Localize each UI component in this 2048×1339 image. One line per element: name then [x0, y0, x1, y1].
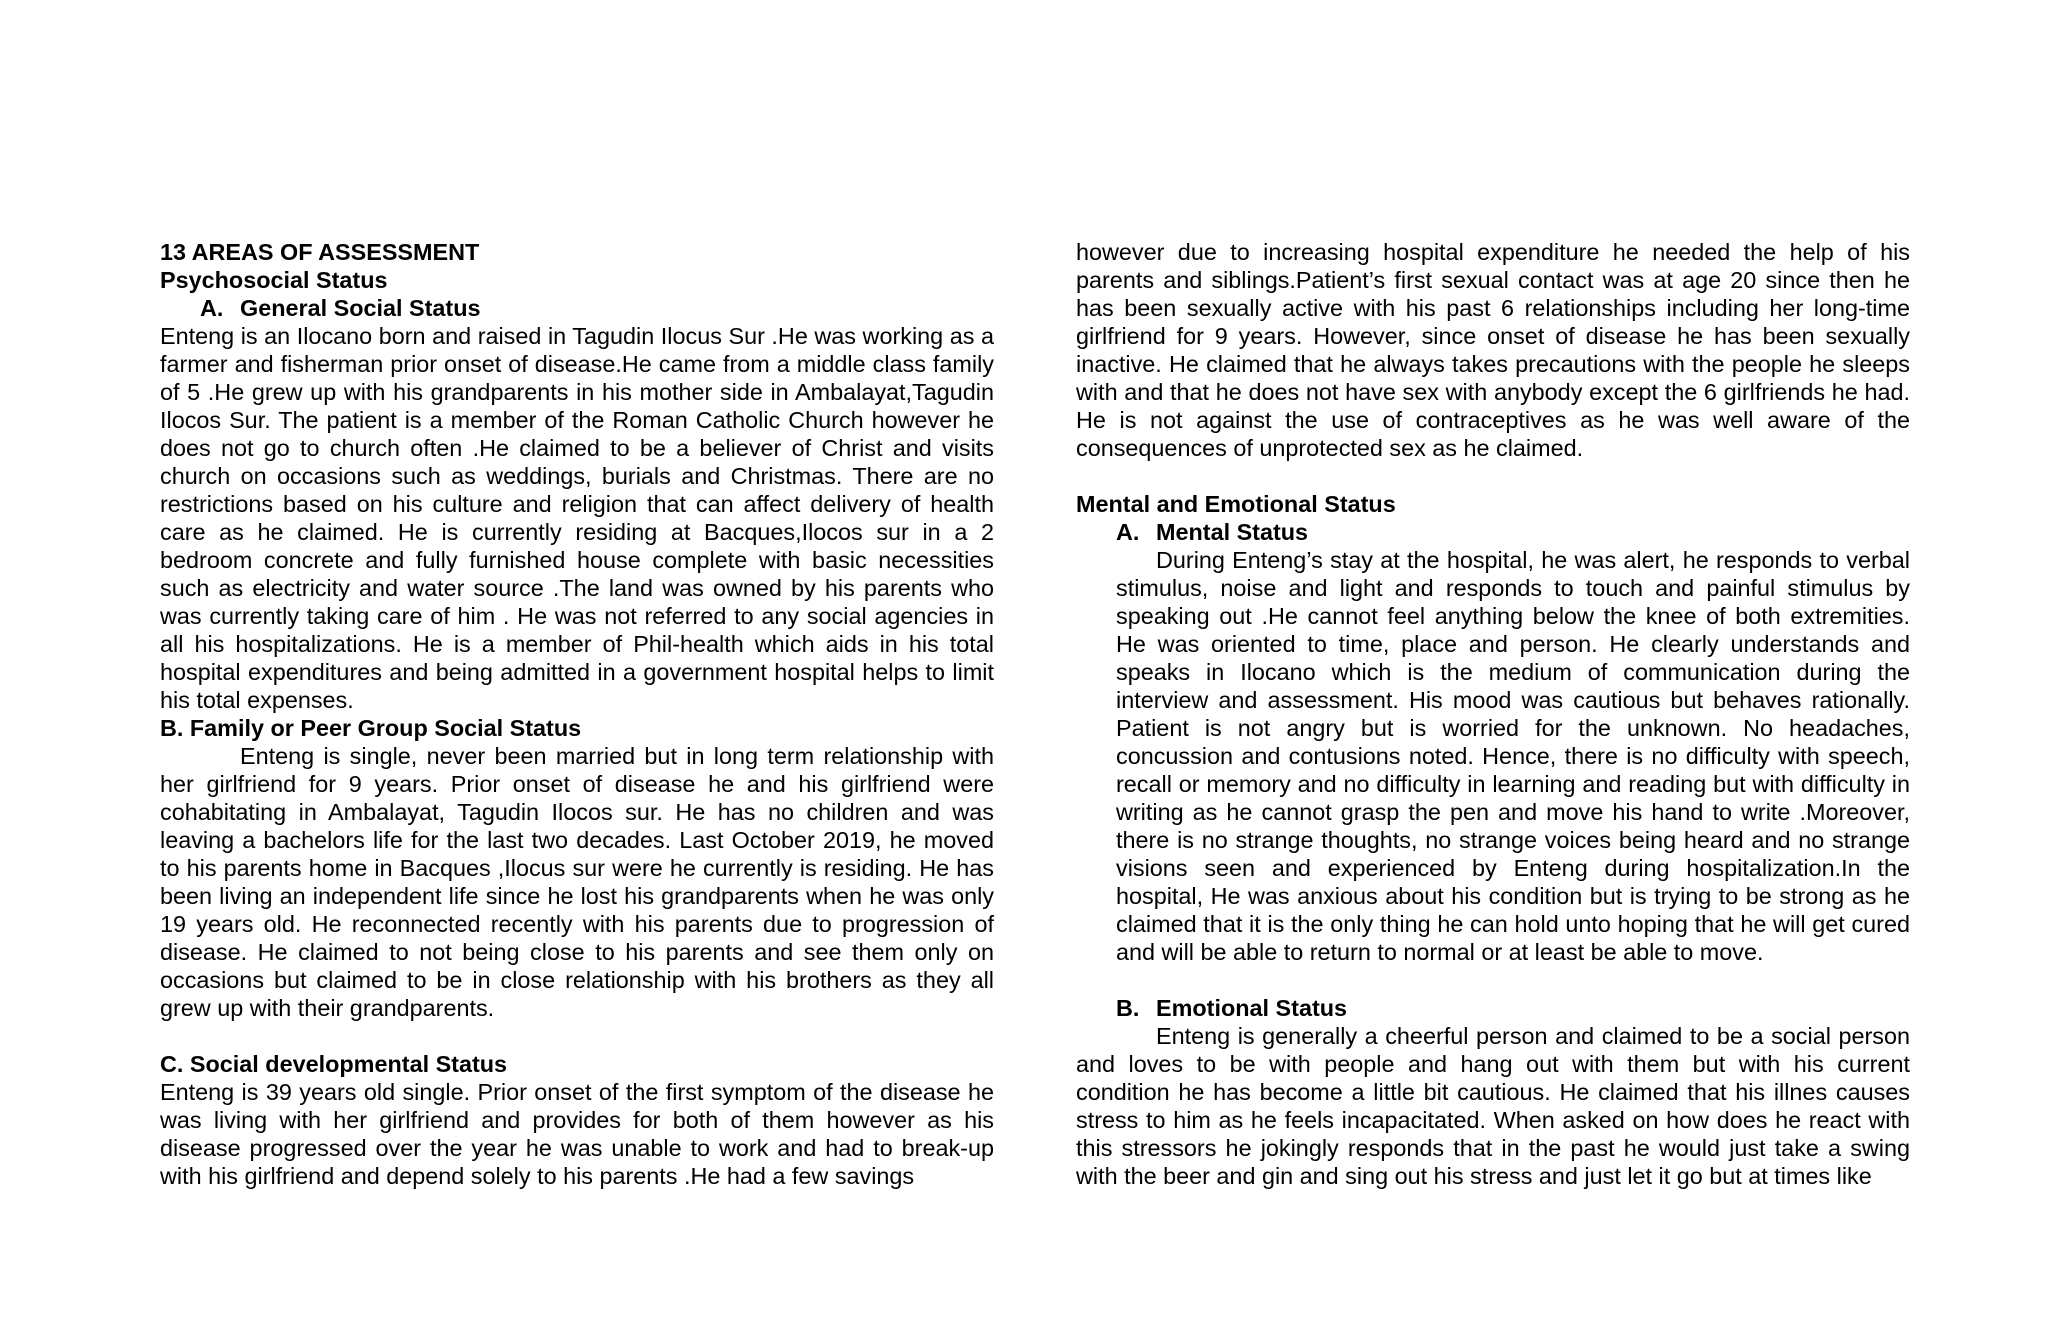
paragraph-social-developmental: Enteng is 39 years old single. Prior onset of the first symptom of the disease he was living with her girlfriend and provides for both of them however as his disease progressed over the year he was unable to work and had to break-up with his girlfriend and depend solely to his parents .He had a few savings [160, 1079, 994, 1189]
subheading-emotional-status [1076, 994, 1910, 1022]
paragraph-family-peer-group: Enteng is single, never been married but in long term relationship with her girlfriend for 9 years. Prior onset of disease he and his girlfriend were cohabitating in Ambalayat, Tagudin Ilocos sur. He has no children and was leaving a bachelors life for the last two decades. Last October 2019, he moved to his parents home in Bacques ,Ilocus sur were he currently is residing. He has been living an independent life since he lost his grandparents when he was only 19 years old. He reconnected recently with his parents due to progression of disease. He claimed to not being close to his parents and see them only on occasions but claimed to be in close relationship with his brothers as they all grew up with their grandparents. [160, 743, 994, 1021]
spacer [1076, 966, 1910, 994]
subheading-title: Emotional Status [1156, 995, 1348, 1021]
subheading-family-peer-group: B. Family or Peer Group Social Status [160, 715, 582, 741]
paragraph-social-developmental-continued: however due to increasing hospital expenditure he needed the help of his parents and siblings.Patient’s first sexual contact was at age 20 since then he has been sexually active with his past 6 relationships including her long-time girlfriend for 9 years. However, since onset of disease he has been sexually inactive. He claimed that he always takes precautions with the people he sleeps with and that he does not have sex with anybody except the 6 girlfriends he had. He is not against the use of contraceptives as he was well aware of the consequences of unprotected sex as he claimed. [1076, 239, 1910, 461]
subheading-title: General Social Status [240, 295, 481, 321]
section-heading-psychosocial: Psychosocial Status [160, 267, 388, 293]
mental-status-block [1076, 546, 1910, 966]
paragraph-mental-status: During Enteng’s stay at the hospital, he was alert, he responds to verbal stimulus, noise and light and responds to touch and painful stimulus by speaking out .He cannot feel anything below the knee of both extremities. He was oriented to time, place and person. He clearly understands and speaks in Ilocano which is the medium of communication during the interview and assessment. His mood was cautious but behaves rationally. Patient is not angry but is worried for the unknown. No headaches, concussion and contusions noted. Hence, there is no difficulty with speech, recall or memory and no difficulty in learning and reading but with difficulty in writing as he cannot grasp the pen and move his hand to write .Moreover, there is no strange thoughts, no strange voices being heard and no strange visions seen and experienced by Enteng during hospitalization.In the hospital, He was anxious about his condition but is trying to be strong as he claimed that it is the only thing he can hold unto hoping that he will get cured and will be able to return to normal or at least be able to move. [1116, 547, 1910, 965]
right-column [1076, 238, 1910, 1190]
spacer [1076, 462, 1910, 490]
section-heading-mental-emotional: Mental and Emotional Status [1076, 491, 1396, 517]
left-column [160, 238, 994, 1190]
subheading-mental-status [1076, 518, 1910, 546]
paragraph-general-social-status: Enteng is an Ilocano born and raised in Tagudin Ilocus Sur .He was working as a farmer and fisherman prior onset of disease.He came from a middle class family of 5 .He grew up with his grandparents in his mother side in Ambalayat,Tagudin Ilocos Sur. The patient is a member of the Roman Catholic Church however he does not go to church often .He claimed to be a believer of Christ and visits church on occasions such as weddings, burials and Christmas. There are no restrictions based on his culture and religion that can affect delivery of health care as he claimed. He is currently residing at Bacques,Ilocos sur in a 2 bedroom concrete and fully furnished house complete with basic necessities such as electricity and water source .The land was owned by his parents who was currently taking care of him . He was not referred to any social agencies in all his hospitalizations. He is a member of Phil-health which aids in his total hospital expenditures and being admitted in a government hospital helps to limit his total expenses. [160, 323, 994, 713]
subheading-social-developmental: C. Social developmental Status [160, 1051, 508, 1077]
spacer [160, 1022, 994, 1050]
subheading-letter: A. [200, 295, 224, 321]
subheading-letter: B. [1116, 995, 1140, 1021]
subheading-title: Mental Status [1156, 519, 1309, 545]
subheading-letter: A. [1116, 519, 1140, 545]
document-title: 13 AREAS OF ASSESSMENT [160, 239, 480, 265]
paragraph-emotional-status: Enteng is generally a cheerful person and claimed to be a social person and loves to be with people and hang out with them but with his current condition he has become a little bit cautious. He claimed that his illnes causes stress to him as he feels incapacitated. When asked on how does he react with this stressors he jokingly responds that in the past he would just take a swing with the beer and gin and sing out his stress and just let it go but at times like [1076, 1023, 1910, 1189]
subheading-general-social-status [160, 294, 994, 322]
